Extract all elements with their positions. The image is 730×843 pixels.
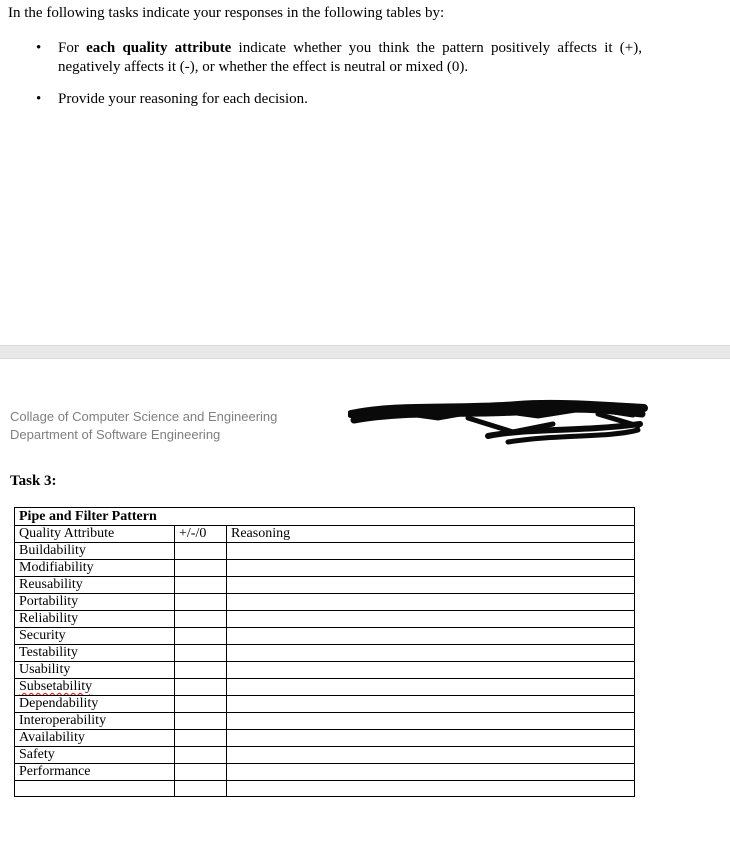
attribute-label: Performance <box>19 764 91 779</box>
page-header-line1: Collage of Computer Science and Engineering <box>10 409 278 424</box>
reasoning-cell[interactable] <box>227 577 635 594</box>
reasoning-cell[interactable] <box>227 781 635 797</box>
page-header-line2: Department of Software Engineering <box>10 427 221 442</box>
attribute-cell <box>15 679 175 696</box>
table-row <box>15 713 635 730</box>
reasoning-cell[interactable] <box>227 560 635 577</box>
bullet1-pre: For <box>58 40 87 56</box>
table-title: Pipe and Filter Pattern <box>15 508 635 526</box>
task-label: Task 3: <box>10 473 57 489</box>
attribute-label: Dependability <box>19 696 99 711</box>
rating-cell[interactable] <box>175 611 227 628</box>
table-row <box>15 577 635 594</box>
attribute-label: Reliability <box>19 611 79 626</box>
table-body <box>15 508 635 797</box>
table-row <box>15 781 635 797</box>
bullet1-post: indicate whether you think the pattern positively affects it (+), negatively affects it (-), or whether the effect is neutral or mixed (0). <box>58 40 642 75</box>
reasoning-cell[interactable] <box>227 730 635 747</box>
page-break-gap <box>0 345 730 359</box>
reasoning-cell[interactable] <box>227 713 635 730</box>
table-row <box>15 628 635 645</box>
reasoning-cell[interactable] <box>227 611 635 628</box>
bullet-item-rating-instructions <box>36 39 642 77</box>
table-header-row <box>15 526 635 543</box>
bullet-text <box>58 39 642 77</box>
reasoning-cell[interactable] <box>227 628 635 645</box>
reasoning-cell[interactable] <box>227 679 635 696</box>
reasoning-cell[interactable] <box>227 662 635 679</box>
rating-cell[interactable] <box>175 594 227 611</box>
table-row <box>15 543 635 560</box>
table-row <box>15 730 635 747</box>
bullet-item-reasoning-instructions <box>36 90 642 109</box>
attribute-cell <box>15 764 175 781</box>
rating-cell[interactable] <box>175 764 227 781</box>
rating-cell[interactable] <box>175 662 227 679</box>
table-title-row <box>15 508 635 526</box>
rating-cell[interactable] <box>175 543 227 560</box>
rating-cell[interactable] <box>175 730 227 747</box>
attribute-cell <box>15 628 175 645</box>
attribute-cell <box>15 747 175 764</box>
reasoning-cell[interactable] <box>227 747 635 764</box>
table-row <box>15 679 635 696</box>
rating-cell[interactable] <box>175 577 227 594</box>
attribute-cell <box>15 577 175 594</box>
rating-cell[interactable] <box>175 713 227 730</box>
attribute-cell <box>15 730 175 747</box>
table-row <box>15 696 635 713</box>
attribute-label: Testability <box>19 645 78 660</box>
attribute-label: Usability <box>19 662 71 677</box>
table-row <box>15 764 635 781</box>
column-header-reasoning: Reasoning <box>227 526 635 543</box>
attribute-cell <box>15 713 175 730</box>
intro-paragraph: In the following tasks indicate your responses in the following tables by: <box>8 5 445 21</box>
bullet-icon: • <box>36 91 42 107</box>
rating-cell[interactable] <box>175 645 227 662</box>
attribute-cell <box>15 560 175 577</box>
reasoning-cell[interactable] <box>227 764 635 781</box>
reasoning-cell[interactable] <box>227 645 635 662</box>
attribute-label: Reusability <box>19 577 83 592</box>
rating-cell[interactable] <box>175 679 227 696</box>
attribute-label: Security <box>19 628 66 643</box>
attribute-cell <box>15 645 175 662</box>
redaction-scribble <box>348 398 648 453</box>
reasoning-cell[interactable] <box>227 696 635 713</box>
table-row <box>15 662 635 679</box>
attribute-cell <box>15 662 175 679</box>
column-header-quality-attribute: Quality Attribute <box>15 526 175 543</box>
table-row <box>15 747 635 764</box>
attribute-cell <box>15 781 175 797</box>
pipe-filter-table <box>14 507 635 797</box>
reasoning-cell[interactable] <box>227 543 635 560</box>
column-header-rating: +/-/0 <box>175 526 227 543</box>
table-row <box>15 594 635 611</box>
attribute-label: Availability <box>19 730 85 745</box>
attribute-cell <box>15 696 175 713</box>
attribute-label: Portability <box>19 594 79 609</box>
rating-cell[interactable] <box>175 560 227 577</box>
attribute-label: Interoperability <box>19 713 107 728</box>
bullet1-bold: each quality attribute <box>86 40 232 56</box>
attribute-cell <box>15 594 175 611</box>
rating-cell[interactable] <box>175 781 227 797</box>
rating-cell[interactable] <box>175 628 227 645</box>
rating-cell[interactable] <box>175 747 227 764</box>
attribute-cell <box>15 543 175 560</box>
attribute-cell <box>15 611 175 628</box>
bullet-text: Provide your reasoning for each decision. <box>58 91 308 107</box>
attribute-label: Buildability <box>19 543 86 558</box>
table-row <box>15 611 635 628</box>
attribute-label: Subsetability <box>19 679 93 694</box>
attribute-label: Safety <box>19 747 55 762</box>
bullet-icon: • <box>36 40 42 56</box>
reasoning-cell[interactable] <box>227 594 635 611</box>
table-row <box>15 560 635 577</box>
page-header <box>10 408 277 444</box>
rating-cell[interactable] <box>175 696 227 713</box>
table-row <box>15 645 635 662</box>
attribute-label: Modifiability <box>19 560 94 575</box>
